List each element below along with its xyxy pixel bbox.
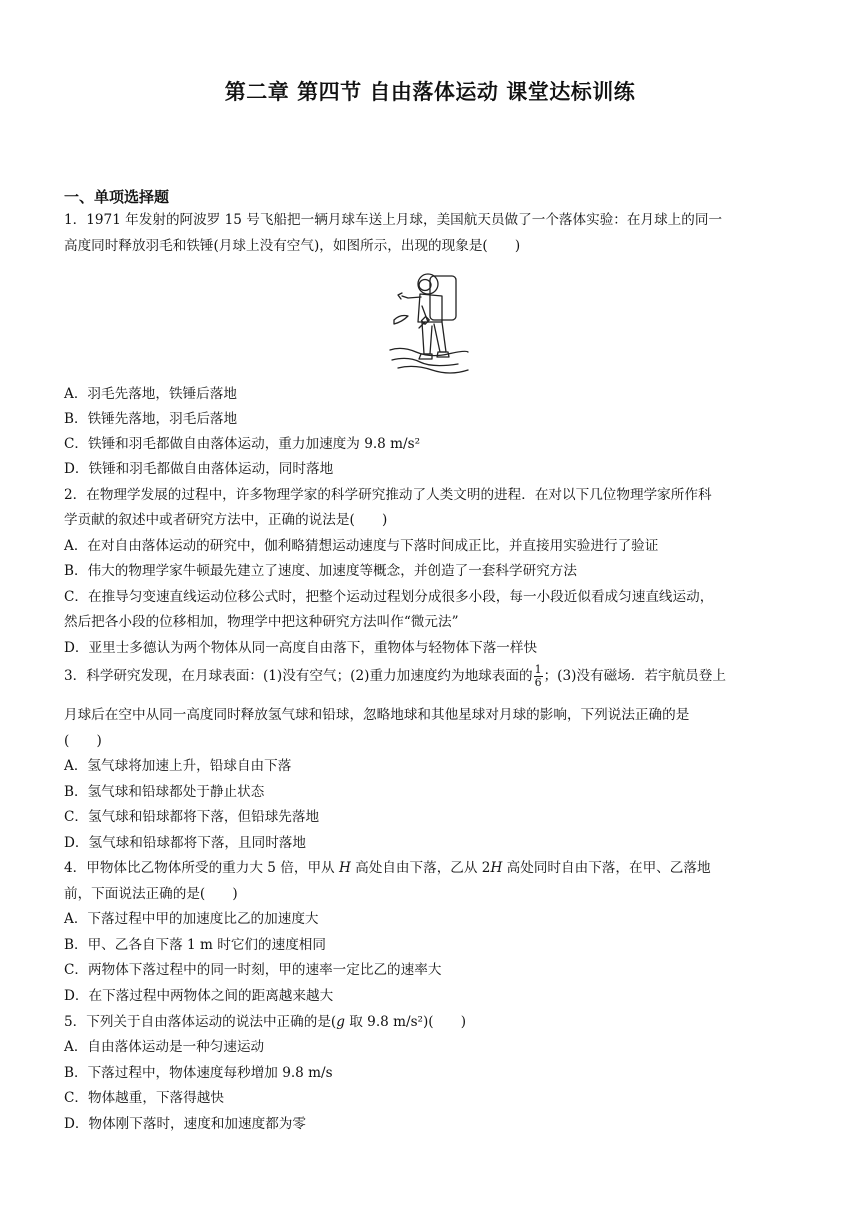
q5-stem-part-2: 取 9.8 m/s²)( ) — [344, 1014, 467, 1030]
q5-option-b: B．下落过程中，物体速度每秒增加 9.8 m/s — [64, 1065, 333, 1081]
q3-stem-line-3: ( ) — [64, 733, 102, 749]
q5-option-c: C．物体越重，下落得越快 — [64, 1090, 224, 1106]
page-title: 第二章 第四节 自由落体运动 课堂达标训练 — [224, 80, 636, 104]
fraction-denominator: 6 — [534, 676, 542, 689]
q2-option-c-line-2: 然后把各小段的位移相加，物理学中把这种研究方法叫作“微元法” — [64, 614, 459, 630]
var-h: H — [338, 860, 351, 876]
q1-option-d: D．铁锤和羽毛都做自由落体运动，同时落地 — [64, 461, 334, 477]
q4-stem-part-1: 4．甲物体比乙物体所受的重力大 5 倍，甲从 — [64, 860, 339, 876]
q3-stem-line-2: 月球后在空中从同一高度同时释放氢气球和铅球，忽略地球和其他星球对月球的影响，下列说法正确的是 — [64, 707, 690, 723]
q2-option-a: A．在对自由落体运动的研究中，伽利略猜想运动速度与下落时间成正比，并直接用实验进行了验证 — [64, 538, 659, 554]
q5-stem-part-1: 5．下列关于自由落体运动的说法中正确的是( — [64, 1014, 337, 1030]
q5-option-a: A．自由落体运动是一种匀速运动 — [64, 1039, 265, 1055]
q5-stem — [64, 1011, 799, 1033]
q3-option-c: C．氢气球和铅球都将下落，但铅球先落地 — [64, 809, 320, 825]
q2-option-b: B．伟大的物理学家牛顿最先建立了速度、加速度等概念，并创造了一套科学研究方法 — [64, 563, 577, 579]
var-g: g — [336, 1014, 345, 1030]
var-h-2: H — [490, 860, 503, 876]
q4-option-a: A．下落过程中甲的加速度比乙的加速度大 — [64, 911, 319, 927]
q5-option-d: D．物体刚下落时，速度和加速度都为零 — [64, 1116, 306, 1132]
section-heading: 一、单项选择题 — [64, 188, 170, 206]
q3-stem-line-1 — [64, 664, 799, 689]
q4-option-c: C．两物体下落过程中的同一时刻，甲的速率一定比乙的速率大 — [64, 962, 442, 978]
q3-option-b: B．氢气球和铅球都处于静止状态 — [64, 784, 265, 800]
q3-stem-part-1: 3．科学研究发现，在月球表面：(1)没有空气；(2)重力加速度约为地球表面的 — [64, 668, 533, 684]
q4-option-d: D．在下落过程中两物体之间的距离越来越大 — [64, 988, 334, 1004]
astronaut-illustration — [388, 266, 470, 376]
one-sixth-fraction — [534, 664, 543, 689]
q1-option-b: B．铁锤先落地，羽毛后落地 — [64, 411, 238, 427]
q4-stem-line-2: 前，下面说法正确的是( ) — [64, 886, 238, 902]
q1-option-c: C．铁锤和羽毛都做自由落体运动，重力加速度为 9.8 m/s² — [64, 436, 421, 452]
q4-stem-part-2: 高处自由下落，乙从 2 — [350, 860, 491, 876]
q2-stem-line-2: 学贡献的叙述中或者研究方法中，正确的说法是( ) — [64, 512, 388, 528]
q4-stem-part-3: 高处同时自由下落，在甲、乙落地 — [502, 860, 711, 876]
fraction-numerator: 1 — [534, 663, 542, 676]
q4-option-b: B．甲、乙各自下落 1 m 时它们的速度相同 — [64, 937, 326, 953]
q2-stem-line-1: 2．在物理学发展的过程中，许多物理学家的科学研究推动了人类文明的进程．在对以下几位物理学家所作科 — [64, 487, 712, 503]
q3-option-d: D．氢气球和铅球都将下落，且同时落地 — [64, 835, 306, 851]
q3-stem-part-2: ；(3)没有磁场．若宇航员登上 — [543, 668, 726, 684]
q1-stem-line-1: 1．1971 年发射的阿波罗 15 号飞船把一辆月球车送上月球，美国航天员做了一个落体实验：在月球上的同一 — [64, 212, 723, 228]
q2-option-d: D．亚里士多德认为两个物体从同一高度自由落下，重物体与轻物体下落一样快 — [64, 640, 538, 656]
q4-stem-line-1 — [64, 857, 799, 879]
q1-stem-line-2: 高度同时释放羽毛和铁锤(月球上没有空气)，如图所示，出现的现象是( ) — [64, 238, 521, 254]
q2-option-c-line-1: C．在推导匀变速直线运动位移公式时，把整个运动过程划分成很多小段，每一小段近似看成匀速直线运动， — [64, 589, 714, 605]
q1-option-a: A．羽毛先落地，铁锤后落地 — [64, 386, 237, 402]
q3-option-a: A．氢气球将加速上升，铅球自由下落 — [64, 758, 292, 774]
